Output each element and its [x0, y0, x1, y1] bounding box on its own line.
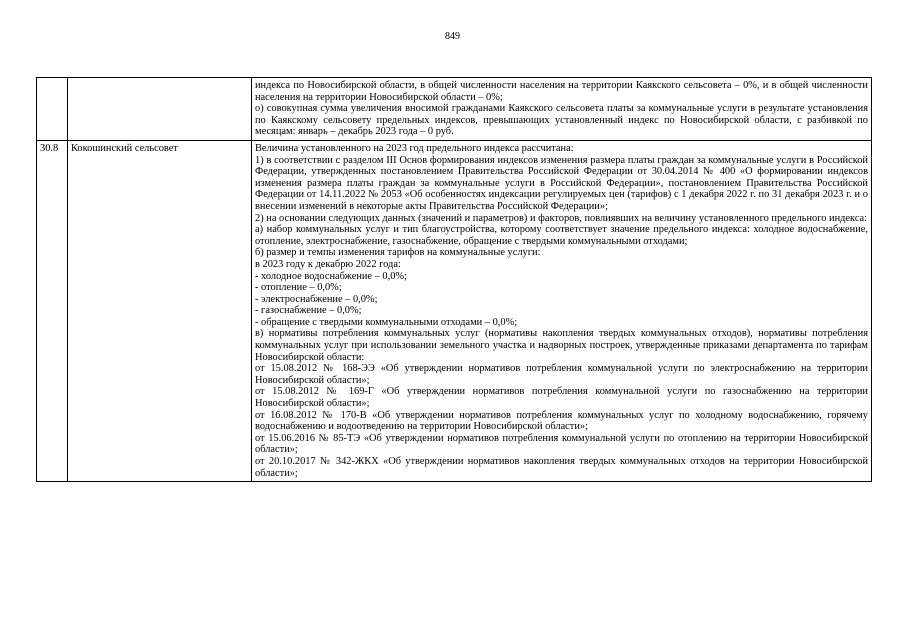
text-paragraph: о) совокупная сумма увеличения вносимой гражданами Каякского сельсовета платы за коммунальные услуги в результате установления по Каякскому сельсовету предельных индексов, превышающих установленный индекс по Новосибирской области, с разбивкой по месяцам: январь – декабрь 2023 года – 0 руб. [255, 103, 868, 138]
text-paragraph: 1) в соответствии с разделом III Основ формирования индексов изменения размера платы граждан за коммунальные услуги в Российской Федерации, утвержденных постановлением Правительства Российской Федерации от 30.04.2014 № 400 «О формировании индексов изменения размера платы граждан за коммунальные услуги в Российской Федерации», постановлением Правительства Российской Федерации от 14.11.2022 № 2053 «Об особенностях индексации регулируемых цен (тарифов) с 1 декабря 2022 г. по 31 декабря 2023 г. и о внесении изменений в некоторые акты Правительства Российской Федерации»; [255, 154, 868, 212]
text-paragraph: - отопление – 0,0%; [255, 282, 342, 294]
text-paragraph: индекса по Новосибирской области, в общей численности населения на территории Каякского сельсовета – 0%, и в общей численности населения на территории Новосибирской области – 0%; [255, 80, 868, 103]
text-paragraph: - электроснабжение – 0,0%; [255, 293, 378, 305]
text-paragraph: б) размер и темпы изменения тарифов на коммунальные услуги: [255, 247, 541, 259]
row-number-cell: 30.8 [37, 140, 68, 481]
text-paragraph: от 16.08.2012 № 170-В «Об утверждении нормативов потребления коммунальных услуг по холодному водоснабжению, горячему водоснабжению и водоотведению на территории Новосибирской области»; [255, 409, 868, 433]
text-paragraph: - обращение с твердыми коммунальными отходами – 0,0%; [255, 316, 518, 328]
page-number: 849 [445, 31, 460, 42]
document-table [36, 77, 872, 482]
row-name-cell [68, 78, 252, 141]
text-paragraph: - газоснабжение – 0,0%; [255, 305, 362, 317]
text-paragraph: в) нормативы потребления коммунальных услуг (нормативы накопления твердых коммунальных отходов), нормативы потребления коммунальных услуг при использовании земельного участка и надворных построек, утвержденные приказами департамента по тарифам Новосибирской области: [255, 328, 868, 363]
row-text-cell [252, 78, 872, 141]
table-row [37, 140, 872, 481]
text-paragraph: 2) на основании следующих данных (значений и параметров) и факторов, повлиявших на величину установленного предельного индекса: [255, 212, 868, 224]
text-paragraph: в 2023 году к декабрю 2022 года: [255, 258, 401, 270]
text-paragraph: - холодное водоснабжение – 0,0%; [255, 270, 407, 282]
row-name-cell: Кокошинский сельсовет [68, 140, 252, 481]
text-paragraph: Величина установленного на 2023 год предельного индекса рассчитана: [255, 142, 574, 154]
table-row [37, 78, 872, 141]
text-paragraph: от 15.08.2012 № 168-ЭЭ «Об утверждении нормативов потребления коммунальной услуги по электроснабжению на территории Новосибирской области»; [255, 363, 868, 386]
text-paragraph: а) набор коммунальных услуг и тип благоустройства, которому соответствует значение предельного индекса: холодное водоснабжение, отопление, электроснабжение, газоснабжение, обращение с твердыми коммунальными отходами; [255, 224, 868, 247]
text-paragraph: от 20.10.2017 № 342-ЖКХ «Об утверждении нормативов накопления твердых коммунальных отходов на территории Новосибирской области»; [255, 456, 868, 479]
text-paragraph: от 15.08.2012 № 169-Г «Об утверждении нормативов потребления коммунальной услуги по газоснабжению на территории Новосибирской области»; [255, 386, 868, 410]
row-number-cell [37, 78, 68, 141]
row-text-cell [252, 140, 872, 481]
text-paragraph: от 15.06.2016 № 85-ТЭ «Об утверждении нормативов потребления коммунальной услуги по отоплению на территории Новосибирской области»; [255, 432, 868, 456]
